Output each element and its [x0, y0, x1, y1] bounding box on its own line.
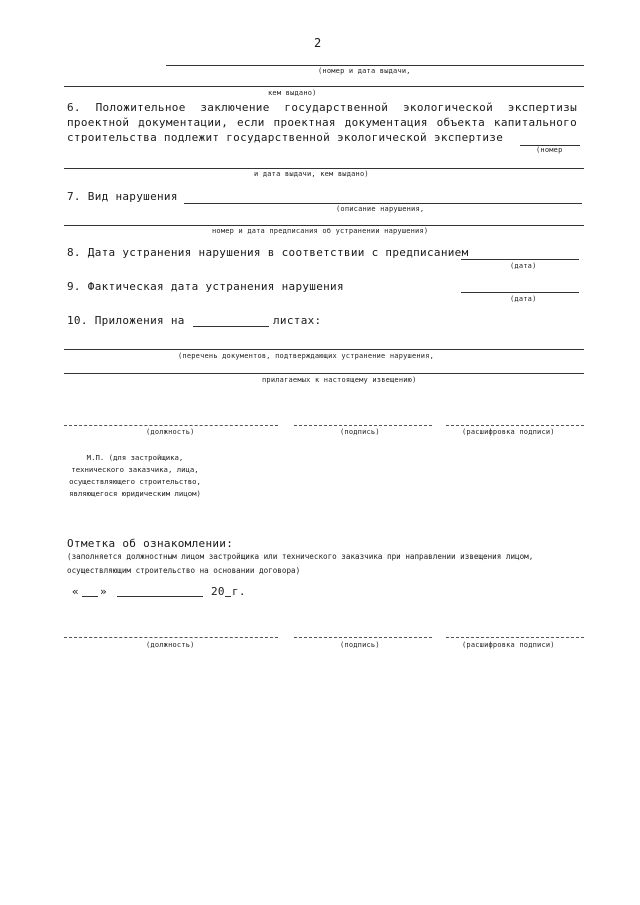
caption-signature1-decoding: (расшифровка подписи) — [462, 428, 555, 436]
caption-issued-by: кем выдано) — [268, 89, 317, 97]
caption-number-date: (номер и дата выдачи, — [318, 67, 411, 75]
date-close-quote: » — [100, 585, 107, 598]
signature1-position-line[interactable] — [64, 425, 278, 426]
page-number: 2 — [314, 36, 322, 50]
caption-item10-attached: прилагаемых к настоящему извещению) — [262, 376, 417, 384]
stamp-note: М.П. (для застройщика, технического заказчика, лица, осуществляющего строительство, являющегося юридическим лицом) — [69, 453, 201, 498]
header-line-2[interactable] — [64, 86, 584, 87]
acknowledgement-title: Отметка об ознакомлении: — [67, 537, 234, 550]
item8-label: 8. Дата устранения нарушения в соответствии с предписанием — [67, 246, 469, 259]
item6-line2: проектной документации, если проектная документация объекта капитального — [67, 116, 577, 129]
date-month-line[interactable] — [117, 596, 203, 597]
item10-list-line[interactable] — [64, 349, 584, 350]
date-year-line[interactable] — [225, 596, 231, 597]
header-line-1[interactable] — [166, 65, 584, 66]
date-year-suffix: г. — [232, 585, 246, 598]
item6-date-line[interactable] — [64, 168, 584, 169]
caption-signature1-position: (должность) — [146, 428, 195, 436]
item7-prescription-line[interactable] — [64, 225, 584, 226]
caption-signature2-signature: (подпись) — [340, 641, 380, 649]
caption-item6-number: (номер — [536, 146, 563, 154]
caption-signature1-signature: (подпись) — [340, 428, 380, 436]
signature1-signature-line[interactable] — [294, 425, 432, 426]
acknowledgement-note: (заполняется должностным лицом застройщика или технического заказчика при направлении извещения лицом, осуществляющим строительство на основании договора) — [67, 552, 534, 575]
date-open-quote: « — [72, 585, 79, 598]
caption-item6-date-issued: и дата выдачи, кем выдано) — [254, 170, 369, 178]
caption-item7-description: (описание нарушения, — [336, 205, 425, 213]
caption-item9-date: (дата) — [510, 295, 537, 303]
date-day-line[interactable] — [82, 596, 98, 597]
caption-signature2-position: (должность) — [146, 641, 195, 649]
item7-description-line[interactable] — [184, 203, 582, 204]
item10-attached-line[interactable] — [64, 373, 584, 374]
caption-item8-date: (дата) — [510, 262, 537, 270]
signature2-decoding-line[interactable] — [446, 637, 584, 638]
item10-label-suffix: листах: — [273, 314, 322, 327]
caption-item10-list: (перечень документов, подтверждающих устранение нарушения, — [178, 352, 435, 360]
item10-label-prefix: 10. Приложения на — [67, 314, 185, 327]
signature2-position-line[interactable] — [64, 637, 278, 638]
item7-label: 7. Вид нарушения — [67, 190, 178, 203]
item6-line1: 6. Положительное заключение государственной экологической экспертизы — [67, 101, 577, 114]
item9-date-line[interactable] — [461, 292, 579, 293]
signature2-signature-line[interactable] — [294, 637, 432, 638]
date-year-prefix: 20 — [211, 585, 225, 598]
item6-line3: строительства подлежит государственной экологической экспертизе — [67, 131, 504, 144]
caption-item7-prescription: номер и дата предписания об устранении нарушения) — [212, 227, 429, 235]
item9-label: 9. Фактическая дата устранения нарушения — [67, 280, 344, 293]
signature1-decoding-line[interactable] — [446, 425, 584, 426]
item8-date-line[interactable] — [461, 259, 579, 260]
caption-signature2-decoding: (расшифровка подписи) — [462, 641, 555, 649]
item10-sheets-line[interactable] — [193, 326, 269, 327]
